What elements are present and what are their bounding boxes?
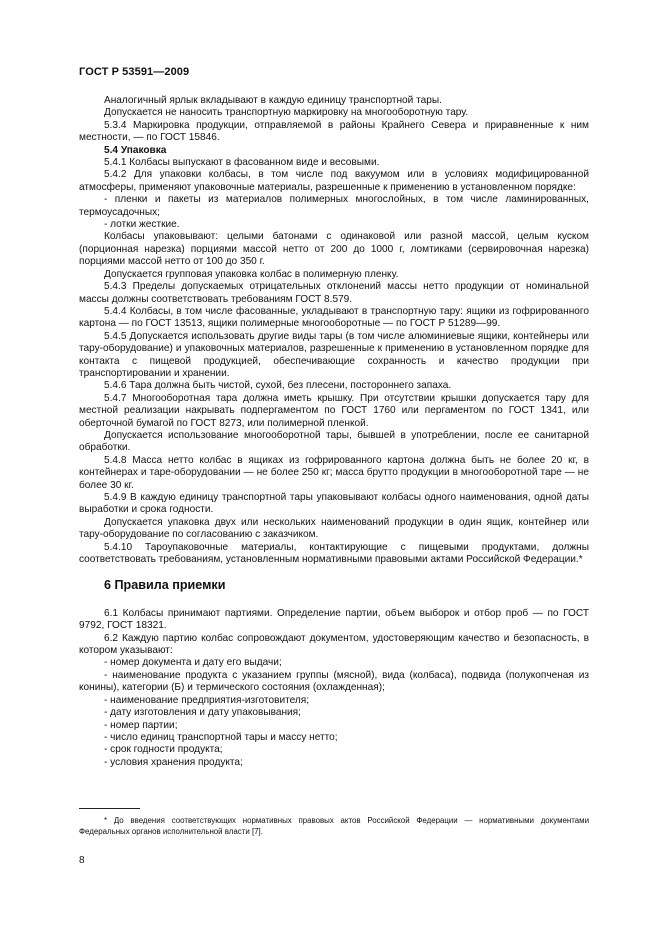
clause-5-4-6: 5.4.6 Тара должна быть чистой, сухой, без плесени, постороннего запаха.	[104, 380, 452, 392]
paragraph: Допускается групповая упаковка колбас в полимерную пленку.	[104, 268, 399, 280]
page-number: 8	[79, 855, 85, 866]
document-code-header: ГОСТ Р 53591—2009	[79, 66, 190, 78]
list-item: - лотки жесткие.	[104, 219, 180, 231]
subsection-title-packaging: 5.4 Упаковка	[104, 144, 167, 156]
list-item: - наименование предприятия-изготовителя;	[104, 694, 310, 706]
paragraph: Допускается не наносить транспортную маркировку на многооборотную тару.	[104, 107, 469, 119]
paragraph: Аналогичный ярлык вкладывают в каждую единицу транспортной тары.	[104, 95, 442, 106]
clause-5-4-10: 5.4.10 Тароупаковочные материалы, контактирующие с пищевыми продуктами, должны соответствовать требованиям, установленным нормативными правовыми актами Российской Федерации.*	[79, 541, 589, 566]
document-body	[79, 95, 589, 769]
paragraph: Колбасы упаковывают: целыми батонами с одинаковой или разной массой, целым куском (порционная нарезка) порциями массой нетто от 200 до 1000 г, ломтиками (сервировочная нарезка) порциями массой нетто от 100 до 350 г.	[79, 231, 589, 268]
paragraph: Допускается упаковка двух или нескольких наименований продукции в один ящик, контейнер или тару-оборудование по согласованию с заказчиком.	[79, 516, 589, 541]
list-item: - срок годности продукта;	[104, 744, 223, 756]
list-item: - номер документа и дату его выдачи;	[104, 657, 282, 669]
clause-5-4-7: 5.4.7 Многооборотная тара должна иметь крышку. При отсутствии крышки допускается тару для местной реализации накрывать подпергаментом по ГОСТ 1760 или пергаментом по ГОСТ 1341, или оберточной бумагой по ГОСТ 8273, или полимерной пленкой.	[79, 392, 589, 429]
footnote-text: * До введения соответствующих нормативных правовых актов Российской Федерации — нормативными документами Федеральных органов исполнительной власти [7].	[79, 816, 589, 836]
footnote-separator	[79, 808, 140, 809]
list-item: - наименование продукта с указанием группы (мясной), вида (колбаса), подвида (полукопченая из конины), категории (Б) и термического состояния (охлажденная);	[79, 669, 589, 694]
clause-6-2: 6.2 Каждую партию колбас сопровождают документом, удостоверяющим качество и безопасность, в котором указывают:	[79, 632, 589, 657]
list-item: - условия хранения продукта;	[104, 756, 243, 768]
list-item: - пленки и пакеты из материалов полимерных многослойных, в том числе ламинированных, термоусадочных;	[79, 194, 589, 218]
clause-5-4-1: 5.4.1 Колбасы выпускают в фасованном виде и весовыми.	[104, 157, 380, 169]
paragraph: Допускается использование многооборотной тары, бывшей в употреблении, после ее санитарной обработки.	[79, 429, 589, 454]
clause-5-4-5: 5.4.5 Допускается использовать другие виды тары (в том числе алюминиевые ящики, контейнеры или тару-оборудование) и упаковочных материалов, разрешенные к применению в установленном порядке для контакта с пищевой продукцией, обеспечивающие сохранность и качество продукции при транспортировании и хранении.	[79, 330, 589, 379]
section-title-acceptance-rules: 6 Правила приемки	[104, 578, 226, 593]
clause-5-4-2: 5.4.2 Для упаковки колбасы, в том числе под вакуумом или в условиях модифицированной атмосферы, применяют упаковочные материалы, разрешенные к применению в установленном порядке:	[79, 169, 589, 193]
clause-5-4-9: 5.4.9 В каждую единицу транспортной тары упаковывают колбасы одного наименования, одной даты выработки и срока годности.	[79, 492, 589, 516]
clause-6-1: 6.1 Колбасы принимают партиями. Определение партии, объем выборок и отбор проб — по ГОСТ 9792, ГОСТ 18321.	[79, 607, 589, 632]
clause-5-4-8: 5.4.8 Масса нетто колбас в ящиках из гофрированного картона должна быть не более 20 кг, в контейнерах и таре-оборудовании — не более 250 кг; масса брутто продукции в многооборотной таре — не более 30 кг.	[79, 454, 589, 491]
clause-5-4-4: 5.4.4 Колбасы, в том числе фасованные, укладывают в транспортную тару: ящики из гофрированного картона — по ГОСТ 13513, ящики полимерные многооборотные — по ГОСТ Р 51289—99.	[79, 305, 589, 330]
list-item: - дату изготовления и дату упаковывания;	[104, 707, 301, 719]
list-item: - номер партии;	[104, 719, 178, 731]
list-item: - число единиц транспортной тары и массу нетто;	[104, 731, 338, 743]
footnote	[79, 815, 589, 837]
clause-5-4-3: 5.4.3 Пределы допускаемых отрицательных отклонений массы нетто продукции от номинальной массы должны соответствовать требованиям ГОСТ 8.579.	[79, 281, 589, 305]
clause-5-3-4: 5.3.4 Маркировка продукции, отправляемой в районы Крайнего Севера и приравненные к ним местности, — по ГОСТ 15846.	[79, 119, 589, 144]
